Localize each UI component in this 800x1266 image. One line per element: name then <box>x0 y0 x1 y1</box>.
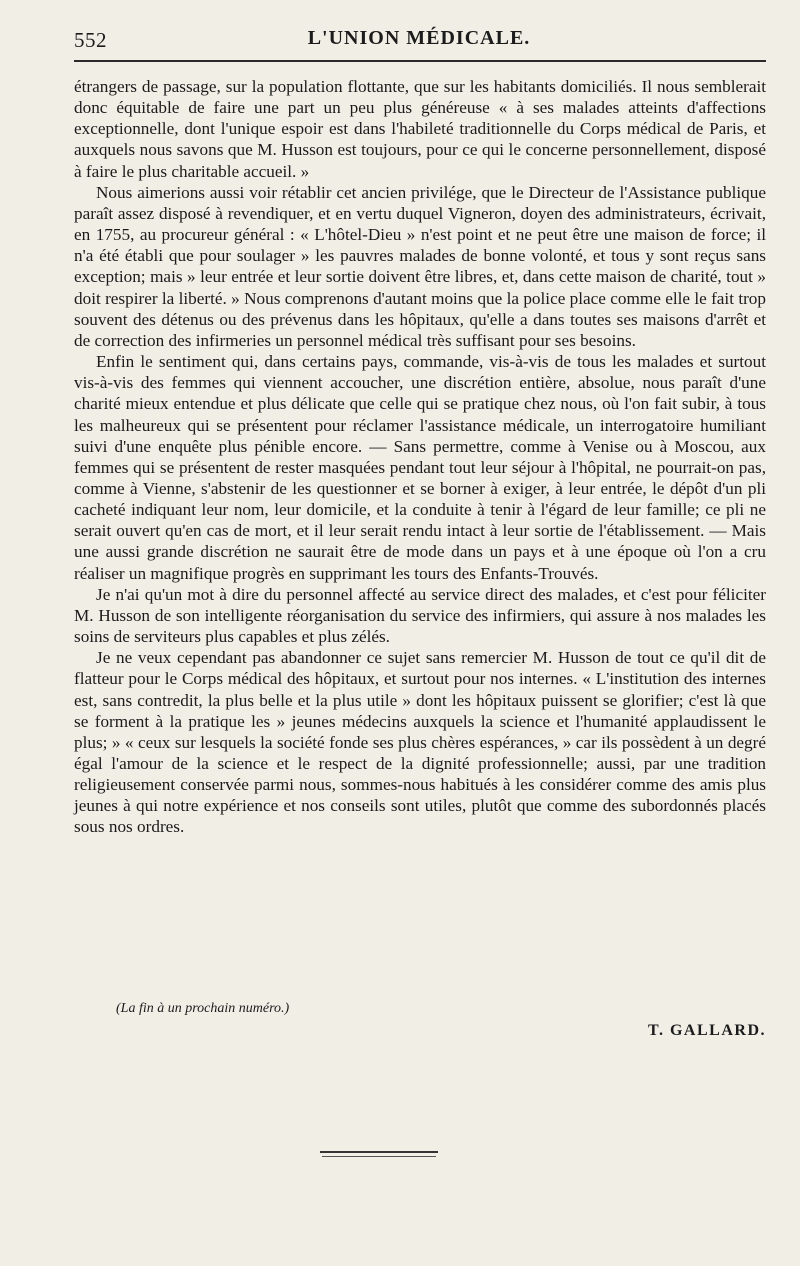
running-title: L'UNION MÉDICALE. <box>307 27 531 49</box>
continuation-note: (La fin à un prochain numéro.) <box>116 1001 290 1016</box>
end-rule-thin <box>322 1156 436 1157</box>
article-body <box>74 76 766 838</box>
end-rule <box>320 1151 438 1153</box>
paragraph: Nous aimerions aussi voir rétablir cet ancien privilége, que le Directeur de l'Assistance publique paraît assez disposé à revendiquer, et en vertu duquel Vigneron, doyen des administrateurs, écrivait, en 1755, au procureur général : « L'hôtel-Dieu » n'est point et ne peut être une maison de force; il n'a été établi que pour soulager » les pauvres malades de bonne volonté, et tous y sont reçus sans exception; mais » leur entrée et leur sortie doivent être libres, et, dans cette maison de charité, tout » doit respirer la liberté. » Nous comprenons d'autant moins que la police place comme elle le fait trop souvent des détenus ou des prévenus dans les hôpitaux, qu'elle a dans toutes ses maisons d'arrêt et de correction des infirmeries un personnel médical très suffisant pour ses besoins. <box>74 182 766 350</box>
header-rule <box>74 60 766 62</box>
paragraph: Enfin le sentiment qui, dans certains pays, commande, vis-à-vis de tous les malades et surtout vis-à-vis des femmes qui viennent accoucher, une discrétion entière, absolue, nous paraît d'une charité mieux entendue et plus délicate que celle qui se pratique chez nous, où l'on fait subir, à tous les malheureux qui se présentent pour réclamer l'assistance médicale, un interrogatoire humiliant suivi d'une enquête plus pénible encore. — Sans permettre, comme à Venise ou à Moscou, aux femmes qui se présentent de rester masquées pendant tout leur séjour à l'hôpital, ne pourrait-on pas, comme à Vienne, s'abstenir de les questionner et se borner à exiger, à leur entrée, le dépôt d'un pli cacheté indiquant leur nom, leur domicile, et la conduite à tenir à l'égard de leur famille; ce pli ne serait ouvert qu'en cas de mort, et il leur serait rendu intact à leur sortie de l'établissement. — Mais une aussi grande discrétion ne saurait être de mode dans un pays et à une époque où l'on a cru réaliser un magnifique progrès en supprimant les tours des Enfants-Trouvés. <box>74 352 766 583</box>
page-number: 552 <box>74 28 107 52</box>
paragraph: Je ne veux cependant pas abandonner ce sujet sans remercier M. Husson de tout ce qu'il dit de flatteur pour le Corps médical des hôpitaux, et surtout pour nos internes. « L'institution des internes est, sans contredit, la plus belle et la plus utile » dont les hôpitaux puissent se glorifier; c'est là que se forment à la pratique les » jeunes médecins auxquels la science et l'humanité applaudissent le plus; » « ceux sur lesquels la société fonde ses plus chères espérances, » car ils possèdent à un degré égal l'amour de la science et le respect de la dignité professionnelle; aussi, par une tradition religieusement conservée parmi nous, sommes-nous habitués à les considérer comme des amis plus jeunes à qui notre expérience et nos conseils sont utiles, plutôt que comme des subordonnés placés sous nos ordres. <box>74 648 766 837</box>
author-signature: T. GALLARD. <box>648 1022 766 1039</box>
paragraph: Je n'ai qu'un mot à dire du personnel affecté au service direct des malades, et c'est pour féliciter M. Husson de son intelligente réorganisation du service des infirmiers, qui assure à nos malades les soins de serviteurs plus capables et plus zélés. <box>74 584 766 647</box>
paragraph: étrangers de passage, sur la population flottante, que sur les habitants domiciliés. Il nous semblerait donc équitable de faire une part un peu plus généreuse « à ses malades atteints d'affections exceptionnelle, dont l'unique espoir est dans l'habileté traditionnelle du Corps médical de Paris, et auxquels nous savons que M. Husson est toujours, pour ce qui le concerne personnellement, disposé à faire le plus charitable accueil. » <box>74 77 766 181</box>
page-header <box>74 22 764 58</box>
